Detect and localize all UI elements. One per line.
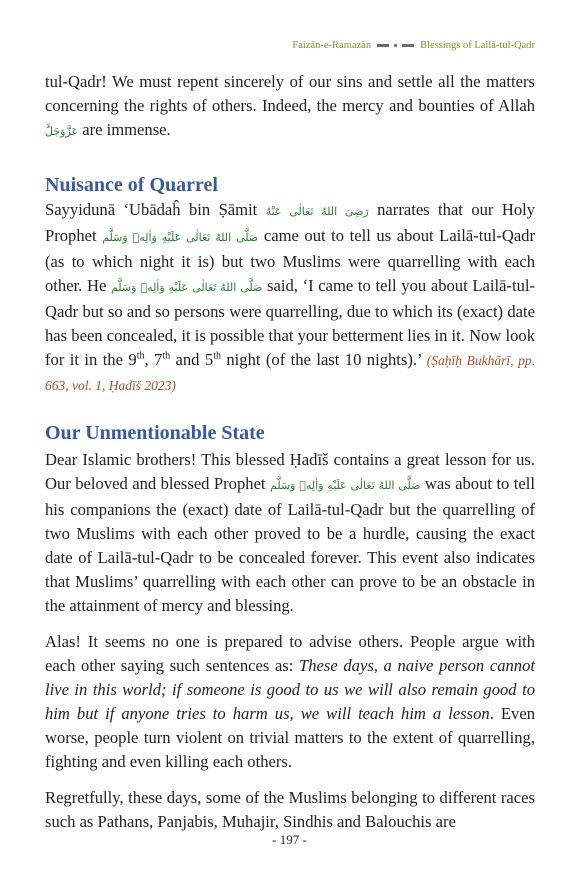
- chapter-title: Blessings of Lailā-tul-Qadr: [420, 40, 535, 51]
- page-content: [45, 70, 535, 834]
- paragraph: [45, 786, 535, 834]
- text: said, ‘I came to tell you about Lailā-tul-Qadr but so and so persons were quarrelling, due to which its (exact) date has been concealed, it is possible that your betterment lies in it. Now look for it in the 9: [45, 276, 536, 369]
- section-heading: Our Unmentionable State: [45, 422, 265, 444]
- text: Sayyidunā ‘Ubādaĥ bin Ṣāmit: [45, 200, 266, 219]
- ordinal-suffix: th: [213, 350, 221, 362]
- text: was about to tell his companions the (exact) date of Lailā-tul-Qadr but the quarrelling of two Muslims with each other proved to be a hurdle, causing the exact date of Lailā-tul-Qadr to be concealed forever. This event also indicates that Muslims’ quarrelling with each other can prove to be an obstacle in the attainment of mercy and blessing.: [45, 474, 535, 615]
- paragraph: [45, 198, 535, 398]
- text: Dear Islamic brothers! This blessed Ḥadīš contains a great lesson for us. Our beloved and blessed Prophet: [45, 450, 535, 493]
- text: and 5: [170, 350, 214, 369]
- paragraph: [45, 630, 535, 774]
- separator-bar: [402, 44, 414, 47]
- arabic-honorific: عَزَّوَجَلَّ: [45, 125, 79, 138]
- paragraph: [45, 70, 535, 144]
- header-separator: [377, 44, 414, 47]
- arabic-honorific: صَلَّى اللهُ تَعَالٰى عَلَيْهِ وَاٰلِهٖ وَسَلَّم: [270, 479, 421, 492]
- ordinal-suffix: th: [136, 350, 145, 362]
- text: . Even worse, people turn violent on trivial matters to the extent of quarrelling, fighting and even killing each others.: [45, 704, 535, 771]
- paragraph: [45, 448, 535, 618]
- text: Regretfully, these days, some of the Muslims belonging to different races such as Pathans, Panjabis, Muhajir, Sindhis and Balouchis are: [45, 788, 535, 831]
- ordinal-suffix: th: [162, 350, 171, 362]
- text: came out to tell us about Lailā-tul-Qadr (as to which night it is) but two Muslims were quarrelling with each other. He: [45, 226, 536, 295]
- text: Alas! It seems no one is prepared to advise others. People argue with each other saying such sentences as:: [45, 632, 535, 675]
- text: night (of the last 10 nights).’: [220, 350, 427, 369]
- text: narrates that our Holy Prophet: [45, 200, 536, 245]
- italic-quote: These days, a naive person cannot live in this world; if someone is good to us we will also remain good to him but if anyone tries to harm us, we will teach him a lesson: [45, 656, 535, 723]
- page-number: - 197 -: [272, 832, 307, 847]
- arabic-honorific: صَلَّى اللهُ تَعَالٰى عَلَيْهِ وَاٰلِهٖ وَسَلَّم: [102, 231, 259, 244]
- running-header: [292, 40, 535, 51]
- separator-dot: [394, 44, 397, 47]
- text: , 7: [144, 350, 163, 369]
- citation: (Ṣaḥīḥ Bukhārī, pp. 663, vol. 1, Ḥadīš 2023): [45, 353, 535, 393]
- text: tul-Qadr! We must repent sincerely of our sins and settle all the matters concerning the rights of others. Indeed, the mercy and bounties of Allah: [45, 72, 535, 115]
- arabic-honorific: صَلَّى اللهُ تَعَالٰى عَلَيْهِ وَاٰلِهٖ وَسَلَّم: [110, 281, 263, 294]
- arabic-honorific: رَضِیَ اللهُ تَعَالٰی عَنْهُ: [265, 205, 369, 218]
- text: are immense.: [78, 120, 171, 139]
- book-title: Faizān-e-Ramazān: [292, 40, 372, 51]
- section-heading: Nuisance of Quarrel: [45, 174, 218, 196]
- separator-bar: [377, 44, 389, 47]
